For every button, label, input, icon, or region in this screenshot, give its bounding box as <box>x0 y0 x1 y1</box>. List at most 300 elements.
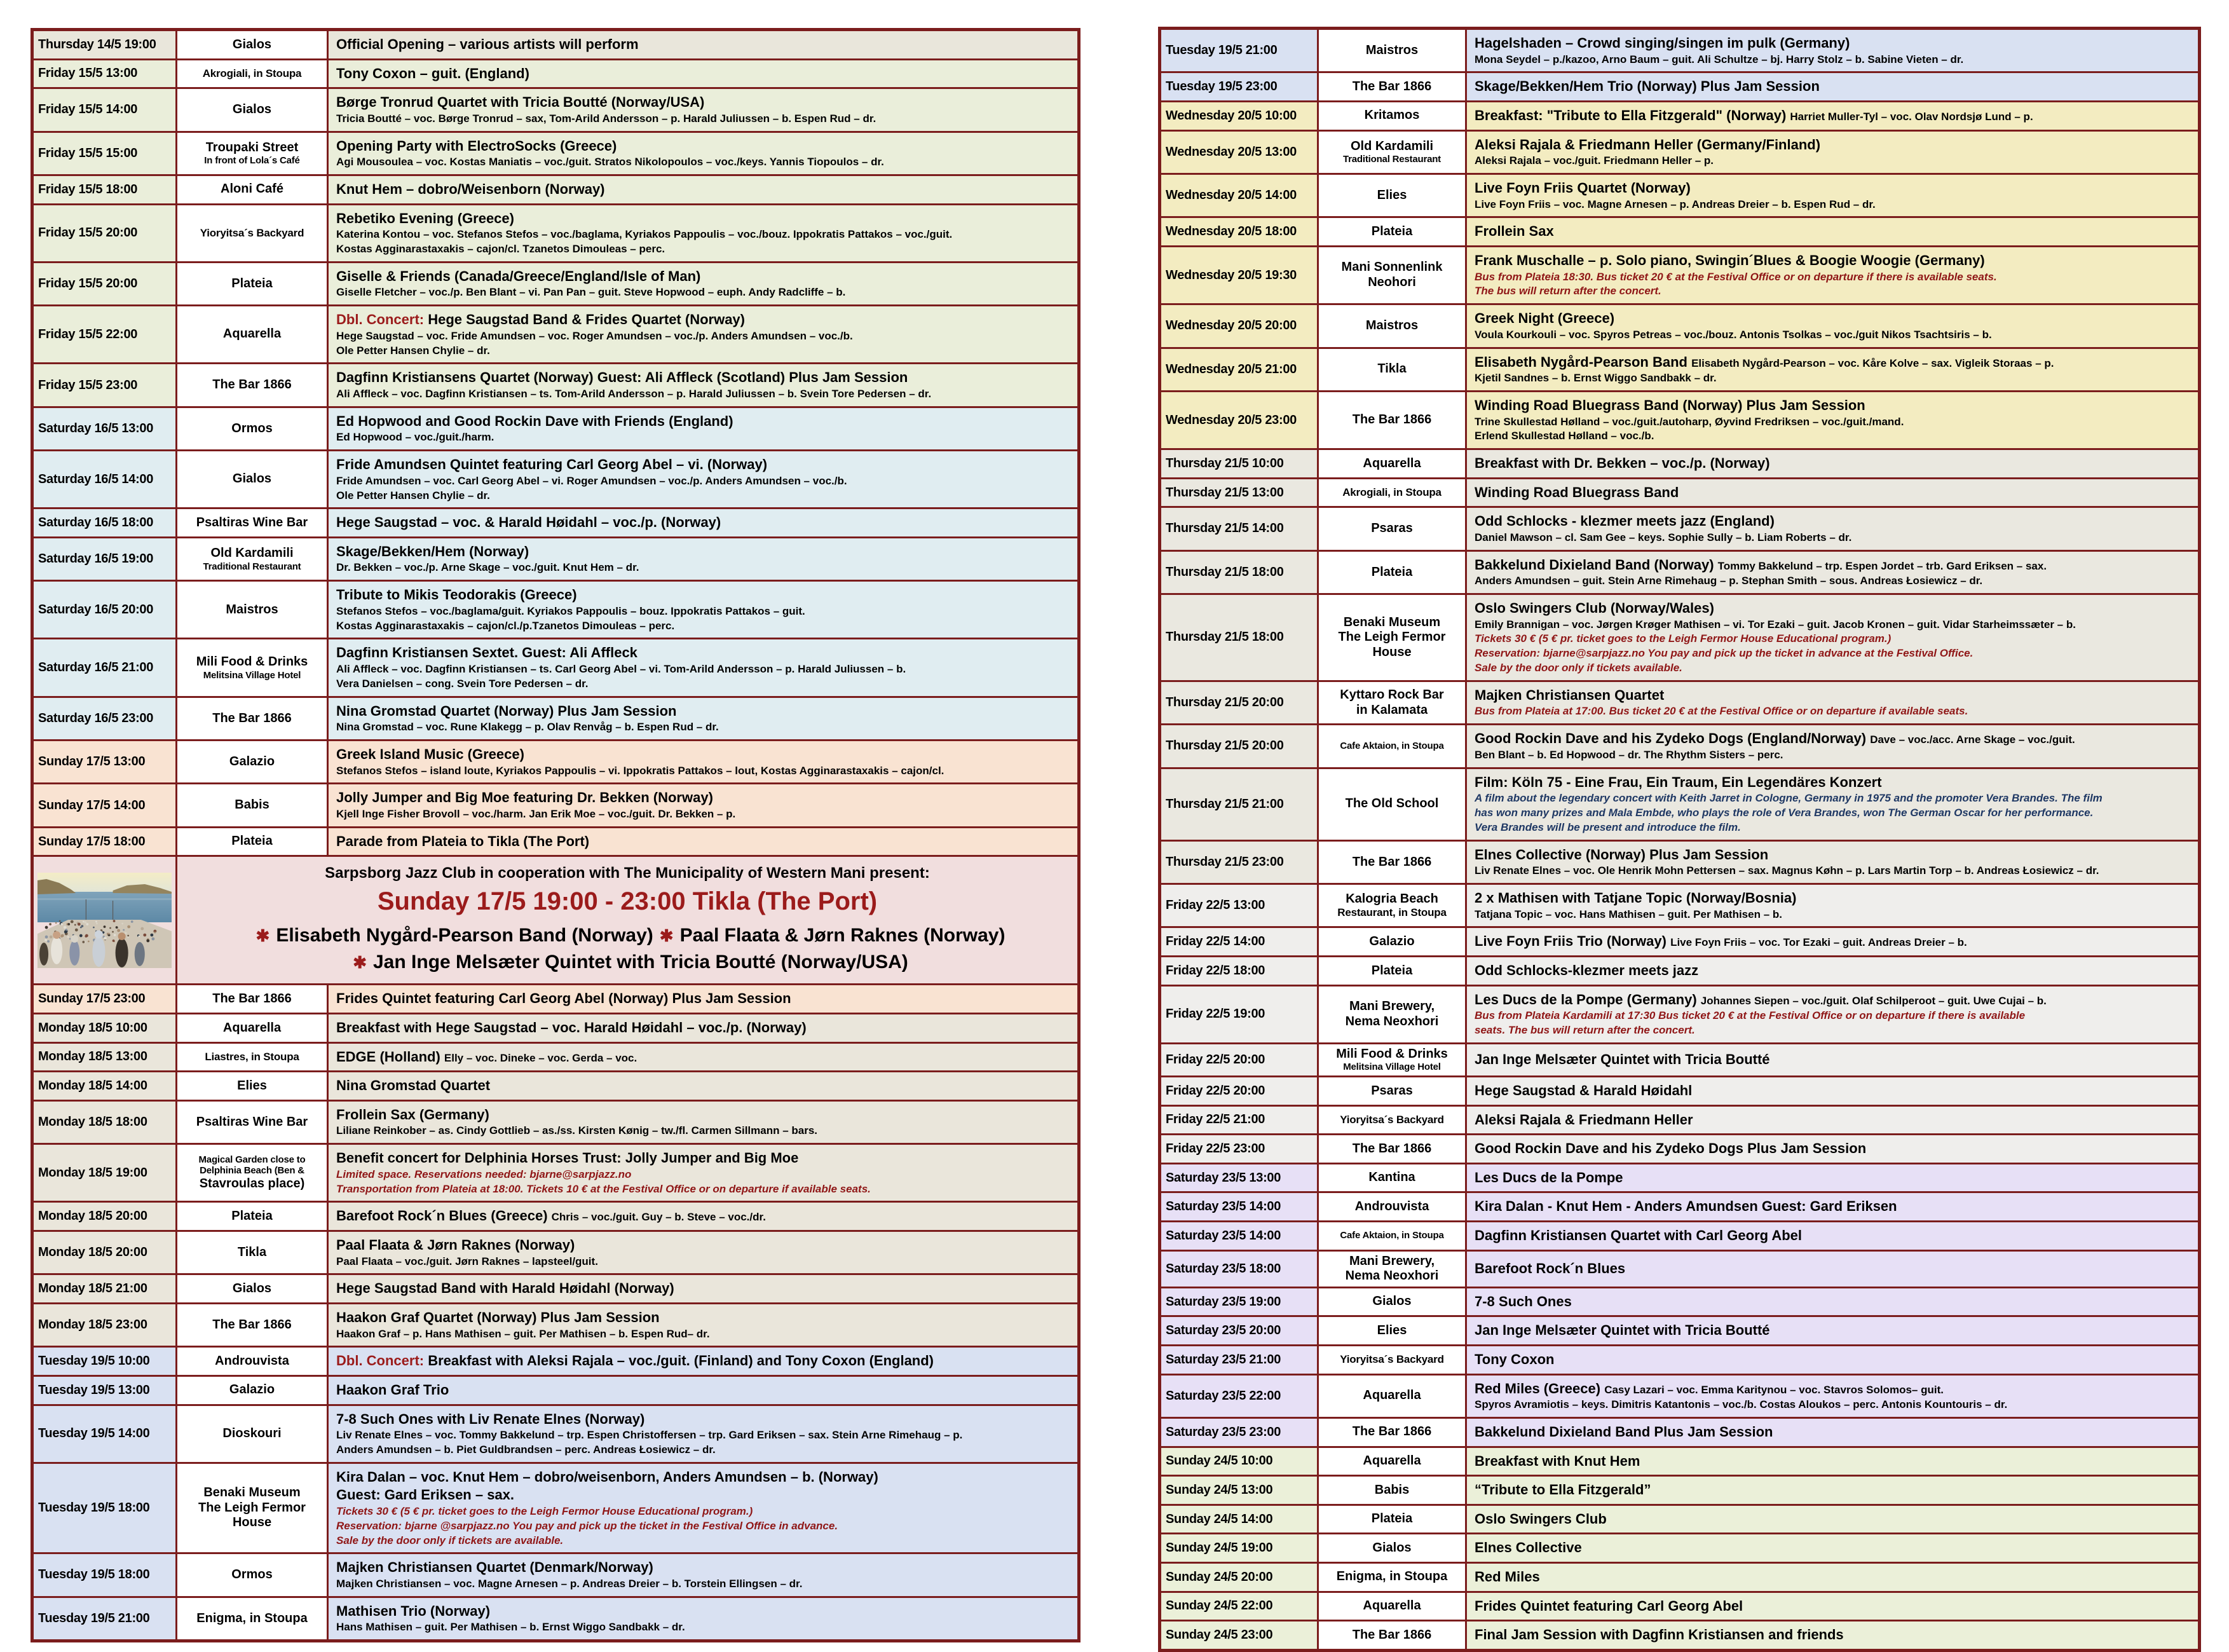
venue-name: Psaltiras Wine Bar <box>196 1114 308 1129</box>
event-line <box>1475 397 2190 415</box>
event-cell <box>1466 681 2200 724</box>
event-title: Hege Saugstad & Harald Høidahl <box>1475 1082 1693 1099</box>
schedule-row <box>32 1202 1079 1231</box>
event-cell <box>1466 1476 2200 1505</box>
musicians-text: Chris – voc./guit. Guy – b. Steve – voc./dr. <box>551 1211 766 1224</box>
event-line <box>336 181 1070 199</box>
venue-cell <box>177 204 328 262</box>
venue-cell <box>1318 1222 1466 1251</box>
venue-cell <box>1318 1592 1466 1621</box>
event-cell <box>1466 927 2200 957</box>
event-cell <box>1466 985 2200 1043</box>
event-title: Greek Island Music (Greece) <box>336 746 524 763</box>
date-cell: Friday 22/5 13:00 <box>1160 884 1318 927</box>
event-cell <box>328 88 1079 132</box>
schedule-row <box>1160 1505 2200 1534</box>
event-cell <box>328 1376 1079 1405</box>
event-line <box>336 329 1070 344</box>
event-title: Bakkelund Dixieland Band (Norway) <box>1475 556 1718 573</box>
event-title: Skage/Bekken/Hem (Norway) <box>336 543 529 559</box>
date-cell: Friday 22/5 23:00 <box>1160 1135 1318 1164</box>
schedule-row <box>32 537 1079 580</box>
musicians-text: Liliane Reinkober – as. Cindy Gottlieb – as./ss. Kirsten Kønig – tw./fl. Carmen Sillmann – bars. <box>336 1124 818 1137</box>
venue-name: Nema Neoxhori <box>1345 1014 1439 1028</box>
schedule-row <box>1160 1562 2200 1592</box>
event-cell <box>328 1553 1079 1597</box>
schedule-row <box>1160 927 2200 957</box>
event-title: Opening Party with ElectroSocks (Greece) <box>336 137 617 154</box>
venue-name: Aquarella <box>1363 1388 1421 1403</box>
event-cell <box>1466 217 2200 247</box>
schedule-row <box>32 1303 1079 1346</box>
date-cell: Saturday 23/5 14:00 <box>1160 1192 1318 1222</box>
venue-name: Mili Food & Drinks <box>1336 1046 1448 1061</box>
date-cell: Friday 22/5 19:00 <box>1160 985 1318 1043</box>
event-title: Dagfinn Kristiansens Quartet (Norway) Guest: Ali Affleck (Scotland) Plus Jam Session <box>336 369 908 386</box>
venue-name: Kalogria Beach <box>1346 891 1438 906</box>
venue-name: Yioryitsa´s Backyard <box>1340 1113 1444 1126</box>
event-line <box>1475 1169 2190 1187</box>
event-cell <box>1466 1222 2200 1251</box>
event-cell <box>1466 1534 2200 1563</box>
event-title: “Tribute to Ella Fitzgerald” <box>1475 1482 1651 1498</box>
venue-name: Gialos <box>1372 1294 1412 1309</box>
venue-cell <box>1318 1287 1466 1316</box>
note-text: Sale by the door only if tickets are available. <box>336 1534 564 1546</box>
venue-cell <box>177 1376 328 1405</box>
event-cell <box>1466 304 2200 348</box>
note-text: The bus will return after the concert. <box>1475 285 1661 297</box>
date-cell: Tuesday 19/5 21:00 <box>1160 29 1318 72</box>
event-cell <box>1466 840 2200 884</box>
event-title: Børge Tronrud Quartet with Tricia Boutté (Norway/USA) <box>336 94 705 111</box>
event-title: Breakfast with Knut Hem <box>1475 1452 1640 1469</box>
event-line <box>1475 889 2190 908</box>
event-cell <box>1466 1592 2200 1621</box>
event-cell <box>328 1303 1079 1346</box>
event-cell <box>1466 72 2200 102</box>
event-cell <box>1466 348 2200 391</box>
venue-cell <box>177 1231 328 1274</box>
event-cell <box>328 1405 1079 1463</box>
venue-name: The Bar 1866 <box>212 378 292 392</box>
event-title: Bakkelund Dixieland Band Plus Jam Session <box>1475 1423 1773 1440</box>
date-cell: Saturday 23/5 18:00 <box>1160 1250 1318 1287</box>
schedule-row <box>1160 174 2200 217</box>
musicians-text: Trine Skullestad Hølland – voc./guit./autoharp, Øyvind Fredriksen – voc./guit./mand. <box>1475 415 1904 428</box>
event-line <box>1475 599 2190 618</box>
musicians-text: Liv Renate Elnes – voc. Ole Henrik Mohn Pettersen – sax. Magnus Køhn – p. Lars Martin Torp – b. Andreas Łosiewicz – dr. <box>1475 864 2099 877</box>
event-line <box>1475 179 2190 198</box>
event-line <box>1475 531 2190 545</box>
event-line <box>1475 908 2190 922</box>
venue-cell <box>1318 1417 1466 1447</box>
schedule-row <box>1160 1346 2200 1375</box>
event-line <box>1475 704 2190 719</box>
date-cell: Wednesday 20/5 19:30 <box>1160 246 1318 304</box>
schedule-row <box>1160 1534 2200 1563</box>
event-cell <box>328 1274 1079 1304</box>
note-text: Reservation: bjarne@sarpjazz.no You pay and pick up the ticket in advance at the Festival Office. <box>1475 647 1973 660</box>
event-title: Ed Hopwood and Good Rockin Dave with Friends (England) <box>336 413 733 429</box>
event-cell <box>328 581 1079 639</box>
venue-cell <box>177 1405 328 1463</box>
event-line <box>336 1620 1070 1635</box>
schedule-row <box>32 88 1079 132</box>
date-cell: Thursday 21/5 21:00 <box>1160 768 1318 840</box>
event-line <box>1475 284 2190 299</box>
event-title: Oslo Swingers Club <box>1475 1510 1607 1527</box>
event-title: Kira Dalan - Knut Hem - Anders Amundsen Guest: Gard Eriksen <box>1475 1198 1897 1215</box>
event-line <box>336 644 1070 662</box>
event-line <box>1475 1051 2190 1069</box>
event-line <box>336 311 1070 329</box>
date-cell: Friday 15/5 13:00 <box>32 59 177 88</box>
venue-name: The Bar 1866 <box>1352 79 1432 93</box>
special-acts-line <box>186 925 1068 946</box>
event-cell <box>1466 1163 2200 1192</box>
event-title-red: Dbl. Concert: <box>336 311 428 328</box>
venue-name: Androuvista <box>1354 1199 1429 1213</box>
event-cell <box>328 827 1079 856</box>
event-title: Knut Hem – dobro/Weisenborn (Norway) <box>336 181 605 197</box>
event-line <box>1475 1568 2190 1587</box>
event-cell <box>328 509 1079 538</box>
musicians-text: Anders Amundsen – b. Piet Guldbrandsen – perc. Andreas Łosiewicz – dr. <box>336 1443 716 1456</box>
date-cell: Saturday 16/5 13:00 <box>32 407 177 450</box>
event-line <box>1475 748 2190 763</box>
date-cell: Saturday 23/5 14:00 <box>1160 1222 1318 1251</box>
schedule-row <box>32 1231 1079 1274</box>
schedule-row <box>1160 391 2200 449</box>
venue-cell <box>1318 217 1466 247</box>
schedule-row <box>1160 1621 2200 1651</box>
event-line <box>1475 806 2190 821</box>
schedule-row <box>32 451 1079 509</box>
date-cell: Thursday 21/5 14:00 <box>1160 507 1318 550</box>
event-line <box>336 1106 1070 1124</box>
event-title: Final Jam Session with Dagfinn Kristiansen and friends <box>1475 1627 1844 1643</box>
event-cell <box>1466 130 2200 174</box>
venue-name: Plateia <box>231 276 273 290</box>
venue-cell <box>177 784 328 827</box>
venue-cell <box>177 509 328 538</box>
date-cell: Tuesday 19/5 21:00 <box>32 1597 177 1641</box>
event-title: Frides Quintet featuring Carl Georg Abel <box>1475 1597 1743 1614</box>
venue-name: Plateia <box>1371 564 1413 579</box>
event-line <box>1475 328 2190 343</box>
event-title: Majken Christiansen Quartet (Denmark/Norway) <box>336 1559 653 1576</box>
event-line <box>336 1048 1070 1067</box>
musicians-text: Anders Amundsen – guit. Stein Arne Rimehaug – p. Stephan Smith – sous. Andreas Łosiewicz – dr. <box>1475 575 1983 587</box>
event-title: 7-8 Such Ones <box>1475 1293 1572 1309</box>
musicians-text: Ali Affleck – voc. Dagfinn Kristiansen – ts. Tom-Arild Andersson – p. Harald Juliussen – b. Svein Tore Pedersen – dr. <box>336 387 932 400</box>
event-line <box>336 1519 1070 1534</box>
event-line <box>336 1468 1070 1487</box>
venue-cell <box>177 306 328 364</box>
event-title: Frollein Sax <box>1475 223 1554 240</box>
venue-name: Kantina <box>1368 1170 1415 1185</box>
musicians-text: Ole Petter Hansen Chylie – dr. <box>336 489 490 502</box>
event-line <box>1475 136 2190 154</box>
venue-cell <box>1318 174 1466 217</box>
date-cell: Monday 18/5 10:00 <box>32 1014 177 1043</box>
event-line <box>336 1486 1070 1505</box>
event-line <box>336 285 1070 300</box>
venue-name: Galazio <box>1369 934 1415 948</box>
event-title: Breakfast with Aleksi Rajala – voc./guit. (Finland) and Tony Coxon (England) <box>428 1353 934 1369</box>
event-line <box>1475 1227 2190 1245</box>
date-cell: Sunday 24/5 20:00 <box>1160 1562 1318 1592</box>
venue-name: Elies <box>1377 1323 1407 1337</box>
venue-name: The Old School <box>1345 796 1439 811</box>
event-cell <box>1466 1192 2200 1222</box>
schedule-row <box>32 407 1079 450</box>
schedule-row <box>32 1072 1079 1101</box>
event-line <box>1475 1321 2190 1340</box>
event-title: Majken Christiansen Quartet <box>1475 686 1665 703</box>
venue-name: Akrogiali, in Stoupa <box>1342 486 1442 498</box>
event-line <box>336 1327 1070 1342</box>
musicians-text: Erlend Skullestad Hølland – voc./b. <box>1475 430 1654 442</box>
event-line <box>1475 429 2190 444</box>
venue-cell <box>1318 1135 1466 1164</box>
date-cell: Monday 18/5 18:00 <box>32 1100 177 1143</box>
event-title: Live Foyn Friis Quartet (Norway) <box>1475 179 1691 196</box>
event-cell <box>1466 768 2200 840</box>
schedule-row <box>1160 1163 2200 1192</box>
venue-name: Kyttaro Rock Bar <box>1340 687 1444 702</box>
schedule-row <box>1160 1043 2200 1076</box>
event-line <box>336 619 1070 634</box>
venue-name: Aloni Café <box>221 182 283 196</box>
venue-cell <box>1318 1043 1466 1076</box>
event-title: Barefoot Rock´n Blues (Greece) <box>336 1208 552 1224</box>
venue-name: Gialos <box>232 1281 272 1295</box>
venue-cell <box>1318 681 1466 724</box>
venue-name: Babis <box>235 798 269 812</box>
event-line <box>336 456 1070 474</box>
schedule-row <box>32 262 1079 305</box>
venue-name: The Bar 1866 <box>1352 1141 1432 1156</box>
event-line <box>336 155 1070 170</box>
venue-cell <box>1318 1163 1466 1192</box>
venue-cell <box>1318 1447 1466 1476</box>
special-acts-line <box>186 952 1068 973</box>
musicians-text: Emily Brannigan – voc. Jørgen Krøger Mathisen – vi. Tor Ezaki – guit. Jacob Kronen – guit. Vidar Starheimssæter – b. <box>1475 618 2076 631</box>
venue-cell <box>1318 1346 1466 1375</box>
event-line <box>1475 1398 2190 1412</box>
event-title: Elnes Collective (Norway) Plus Jam Session <box>1475 846 1769 863</box>
event-title: Guest: Gard Eriksen – sax. <box>336 1487 515 1503</box>
venue-name: Plateia <box>1371 963 1413 978</box>
venue-name: Benaki Museum <box>1343 615 1441 629</box>
venue-cell <box>177 30 328 60</box>
date-cell: Tuesday 19/5 23:00 <box>1160 72 1318 102</box>
musicians-text: Dave – voc./acc. Arne Skage – voc./guit. <box>1870 734 2075 746</box>
event-title: Official Opening – various artists will perform <box>336 36 639 52</box>
schedule-row <box>1160 1250 2200 1287</box>
musicians-text: Nina Gromstad – voc. Rune Klakegg – p. Olav Renvåg – b. Espen Rud – dr. <box>336 721 719 734</box>
event-title: Greek Night (Greece) <box>1475 310 1615 327</box>
event-title: Good Rockin Dave and his Zydeko Dogs (England/Norway) <box>1475 730 1871 747</box>
schedule-row <box>32 1347 1079 1376</box>
venue-cell <box>1318 1105 1466 1135</box>
schedule-row <box>32 1144 1079 1202</box>
venue-name: The Bar 1866 <box>212 1317 292 1332</box>
event-cell <box>328 639 1079 697</box>
event-line <box>1475 198 2190 212</box>
event-line <box>1475 846 2190 864</box>
venue-cell <box>1318 1562 1466 1592</box>
date-cell: Saturday 23/5 22:00 <box>1160 1374 1318 1417</box>
event-cell <box>1466 1417 2200 1447</box>
schedule-row <box>32 1100 1079 1143</box>
event-line <box>336 413 1070 431</box>
event-line <box>336 1280 1070 1298</box>
date-cell: Friday 15/5 20:00 <box>32 204 177 262</box>
schedule-row <box>1160 1077 2200 1106</box>
event-cell <box>1466 1562 2200 1592</box>
venue-name: Traditional Restaurant <box>203 561 301 572</box>
venue-name: Maistros <box>226 602 278 617</box>
event-title: Frank Muschalle – p. Solo piano, Swingin´Blues & Boogie Woogie (Germany) <box>1475 252 1985 268</box>
venue-name: Stavroulas place) <box>199 1177 305 1191</box>
venue-name: Plateia <box>1371 1512 1413 1526</box>
event-line <box>336 604 1070 619</box>
event-title: Jolly Jumper and Big Moe featuring Dr. Bekken (Norway) <box>336 789 713 806</box>
date-cell: Thursday 21/5 18:00 <box>1160 550 1318 594</box>
event-cell <box>328 1014 1079 1043</box>
event-cell <box>1466 29 2200 72</box>
note-text: Tickets 30 € (5 € pr. ticket goes to the Leigh Fermor House Educational program.) <box>1475 632 1892 645</box>
event-line <box>1475 252 2190 270</box>
venue-cell <box>1318 246 1466 304</box>
event-cell <box>328 697 1079 740</box>
event-line <box>1475 1009 2190 1023</box>
event-line <box>1475 991 2190 1009</box>
venue-name: Ormos <box>231 1567 273 1582</box>
date-cell: Saturday 23/5 19:00 <box>1160 1287 1318 1316</box>
venue-cell <box>1318 1250 1466 1287</box>
schedule-row <box>32 1014 1079 1043</box>
event-cell <box>1466 550 2200 594</box>
musicians-text: Ed Hopwood – voc./guit./harm. <box>336 431 494 444</box>
event-title: Hege Saugstad – voc. & Harald Høidahl – voc./p. (Norway) <box>336 514 721 531</box>
date-cell: Tuesday 19/5 18:00 <box>32 1463 177 1553</box>
venue-cell <box>177 59 328 88</box>
musicians-text: Elisabeth Nygård-Pearson – voc. Kåre Kolve – sax. Vigleik Storaas – p. <box>1691 357 2054 369</box>
schedule-row <box>1160 1374 2200 1417</box>
schedule-row <box>32 1042 1079 1072</box>
schedule-row <box>1160 1316 2200 1346</box>
schedule-row <box>1160 449 2200 479</box>
venue-cell <box>1318 391 1466 449</box>
date-cell: Sunday 24/5 13:00 <box>1160 1476 1318 1505</box>
musicians-text: Kostas Agginarastaxakis – cajon/cl. Tzanetos Dimouleas – perc. <box>336 242 665 255</box>
event-title: Les Ducs de la Pompe <box>1475 1169 1623 1185</box>
event-line <box>1475 484 2190 502</box>
event-cell <box>1466 507 2200 550</box>
event-title: Live Foyn Friis Trio (Norway) <box>1475 933 1671 950</box>
date-cell: Thursday 21/5 23:00 <box>1160 840 1318 884</box>
venue-cell <box>1318 1621 1466 1651</box>
venue-name: Elies <box>237 1078 267 1093</box>
musicians-text: Casy Lazari – voc. Emma Karitynou – voc. Stavros Solomos– guit. <box>1604 1383 1944 1396</box>
venue-name: The Bar 1866 <box>212 991 292 1006</box>
event-cell <box>328 1597 1079 1641</box>
note-text: Bus from Plateia 18:30. Bus ticket 20 € at the Festival Office or on departure if there is available seats. <box>1475 270 1997 283</box>
venue-name: Restaurant, in Stoupa <box>1337 906 1447 919</box>
venue-cell <box>177 741 328 784</box>
venue-name: Maistros <box>1365 318 1419 333</box>
schedule-row <box>32 784 1079 827</box>
event-line <box>336 677 1070 692</box>
event-title: Red Miles <box>1475 1568 1540 1585</box>
event-line <box>336 702 1070 721</box>
venue-cell <box>177 827 328 856</box>
musicians-text: Agi Mousoulea – voc. Kostas Maniatis – voc./guit. Stratos Nikolopoulos – voc./keys. Yannis Tiopoulos – dr. <box>336 156 884 168</box>
venue-name: Maistros <box>1365 43 1419 57</box>
event-line <box>1475 1452 2190 1471</box>
event-cell <box>1466 1316 2200 1346</box>
event-line <box>336 1410 1070 1429</box>
venue-name: Plateia <box>1371 224 1413 238</box>
schedule-row <box>32 306 1079 364</box>
event-cell <box>328 364 1079 407</box>
event-cell <box>1466 957 2200 986</box>
schedule-row <box>1160 550 2200 594</box>
date-cell: Wednesday 20/5 10:00 <box>1160 101 1318 130</box>
date-cell: Wednesday 20/5 20:00 <box>1160 304 1318 348</box>
venue-cell <box>1318 478 1466 507</box>
event-cell <box>328 59 1079 88</box>
event-line <box>336 344 1070 358</box>
event-title: Les Ducs de la Pompe (Germany) <box>1475 991 1701 1007</box>
schedule-row <box>1160 840 2200 884</box>
event-cell <box>328 741 1079 784</box>
event-cell <box>1466 478 2200 507</box>
event-line <box>336 1577 1070 1592</box>
note-text: has won many prizes and Mala Embde, who plays the role of Vera Brandes, won The German Oscar for her performance. <box>1475 807 2094 819</box>
venue-name: Aquarella <box>1363 1454 1421 1468</box>
schedule-row <box>32 985 1079 1014</box>
note-text: A film about the legendary concert with Keith Jarret in Cologne, Germany in 1975 and the promoter Vera Brandes. The film <box>1475 792 2103 805</box>
asterisk-icon: ✱ <box>353 953 367 973</box>
event-line <box>336 764 1070 779</box>
venue-cell <box>177 1014 328 1043</box>
venue-cell <box>1318 1374 1466 1417</box>
schedule-row <box>32 364 1079 407</box>
event-cell <box>1466 1447 2200 1476</box>
event-title: Film: Köln 75 - Eine Frau, Ein Traum, Ein Legendäres Konzert <box>1475 774 1882 790</box>
venue-cell <box>1318 840 1466 884</box>
venue-cell <box>1318 507 1466 550</box>
venue-name: Gialos <box>232 472 272 486</box>
event-line <box>1475 1260 2190 1278</box>
date-cell: Wednesday 20/5 21:00 <box>1160 348 1318 391</box>
venue-name: The Bar 1866 <box>1352 413 1432 427</box>
event-line <box>336 474 1070 489</box>
event-title: Haakon Graf Quartet (Norway) Plus Jam Session <box>336 1309 660 1325</box>
date-cell: Sunday 17/5 23:00 <box>32 985 177 1014</box>
event-title: Jan Inge Melsæter Quintet with Tricia Boutté <box>1475 1051 1770 1068</box>
asterisk-icon: ✱ <box>659 926 674 946</box>
venue-name: Mani Sonnenlink <box>1341 260 1443 275</box>
venue-name: House <box>232 1515 272 1530</box>
event-line <box>336 112 1070 126</box>
musicians-text: Majken Christiansen – voc. Magne Arnesen – p. Andreas Dreier – b. Torstein Ellingsen – dr. <box>336 1577 803 1590</box>
